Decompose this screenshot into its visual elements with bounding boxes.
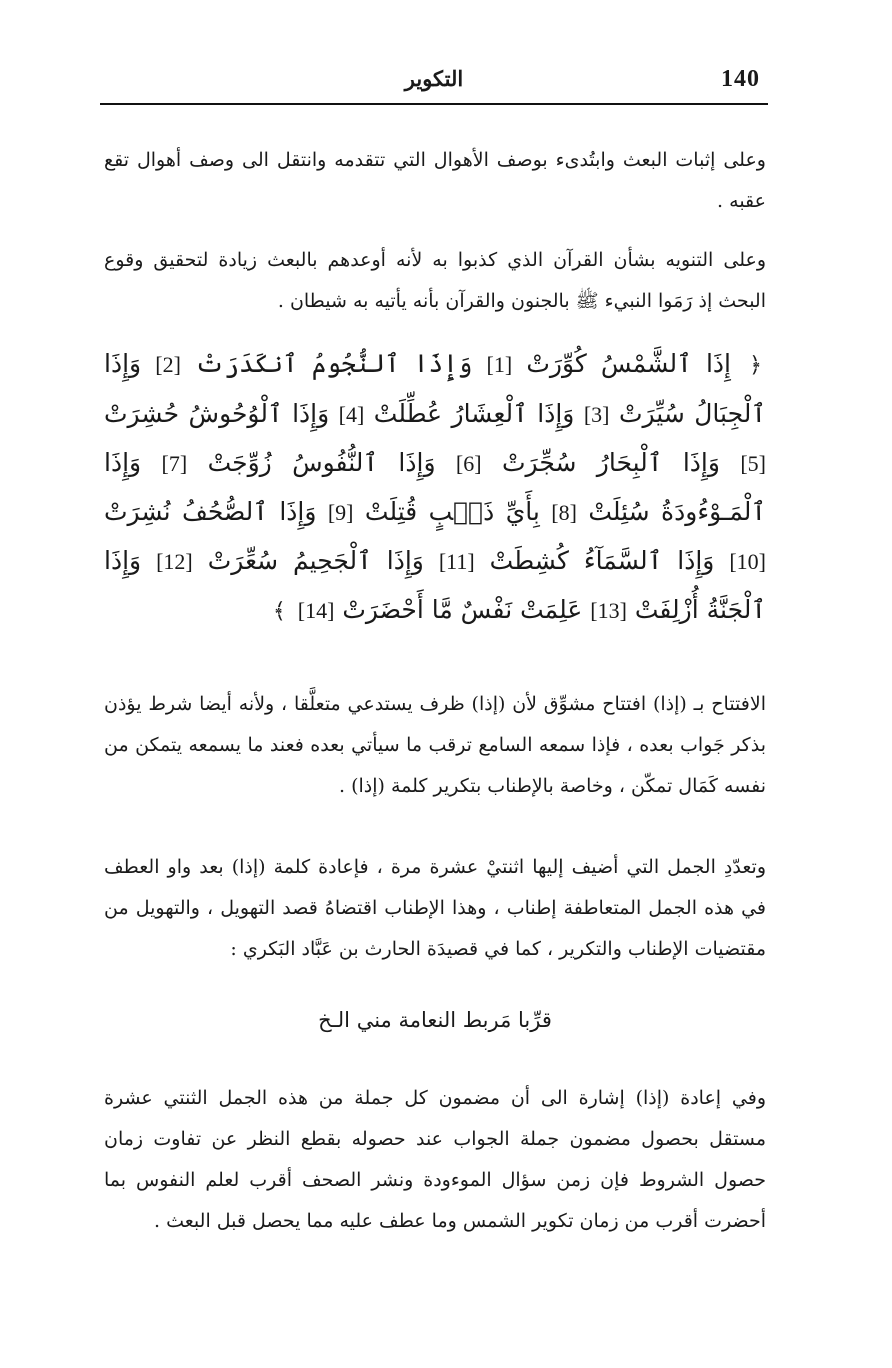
verse-number: [8] [551, 500, 577, 525]
verse-number: [14] [297, 598, 335, 623]
verse-text: وَإِذَا ٱلْعِشَارُ عُطِّلَتْ [373, 399, 575, 428]
verse-text: وَإِذَا ٱلصُّحُفُ نُشِرَتْ [104, 497, 317, 526]
paragraph-iftitah: الافتتاح بـ (إذا) افتتاح مشوِّق لأن (إذا) ظرف يستدعي متعلَّقا ، ولأنه أيضا شرط يؤذن بذكر جَواب بعده ، فإذا سمعه السامع ترقب ما سيأتي بعده فعند ما يسمعه يتمكن من نفسه كَمَال تمكّن ، وخاصة بالإطناب بتكرير كلمة (إذا) . [104, 693, 766, 797]
quran-verses [104, 340, 766, 636]
verse-text: بِأَيِّ ذَنۢبٍ قُتِلَتْ [364, 497, 540, 526]
poem-line: قرِّبا مَربط النعامة مني الـخ [318, 1008, 552, 1032]
verse-number: [4] [338, 402, 365, 427]
verse-text: وَإِذَا ٱلسَّمَآءُ كُشِطَتْ [489, 546, 715, 575]
running-title: التكوير [404, 66, 464, 91]
verse-number: [13] [590, 598, 627, 623]
verse-text: إِذَا ٱلشَّمْسُ كُوِّرَتْ [526, 349, 731, 378]
verse-number: [6] [455, 451, 482, 476]
verse-text: وَإِذَا ٱلنُّفُوسُ زُوِّجَتْ [207, 448, 436, 477]
paragraph-resurrection: وعلى إثبات البعث وابتُدىء بوصف الأهوال التي تتقدمه وانتقل الى وصف أهوال تقع عقبه . [104, 149, 766, 212]
header-rule [100, 103, 768, 105]
verse-text: وَإِذَا ٱلْمَـوْءُودَةُ سُئِلَتْ [104, 448, 767, 526]
paragraph-repetition: وتعدّدِ الجمل التي أضيف إليها اثنتيْ عشرة مرة ، فإعادة كلمة (إذا) بعد واو العطف في هذه الجمل المتعاطفة إطناب ، وهذا الإطناب اقتضاهُ قصد التهويل ، والتهويل من مقتضيات الإطناب والتكرير ، كما في قصيدَة الحارث بن عَبَّاد البَكري : [104, 856, 766, 960]
verse-text: وَإِذَا ٱلْجِبَالُ سُيِّرَتْ [104, 349, 766, 428]
verse-number: [11] [438, 549, 475, 574]
verse-text: وَإِذَا ٱلْجَحِيمُ سُعِّرَتْ [207, 546, 424, 575]
page-header [100, 62, 768, 104]
verse-number: [12] [156, 549, 193, 574]
verse-text: عَلِمَتْ نَفْسٌ مَّا أَحْضَرَتْ [342, 595, 583, 624]
paragraph-quran-mention: وعلى التنويه بشأن القرآن الذي كذبوا به لأنه أوعدهم بالبعث زيادة لتحقيق وقوع البحث إذ رَمَوا النبيء ﷺ بالجنون والقرآن بأنه يأتيه به شيطان . [104, 249, 766, 312]
verse-number: [9] [327, 500, 354, 525]
ornate-bracket-close: ﴾ [272, 599, 286, 624]
page-body [104, 140, 766, 1260]
verse-number: [2] [155, 352, 181, 377]
ornate-bracket-open: ﴿ [749, 353, 763, 378]
verse-number: [3] [583, 402, 610, 427]
verse-text: وَإِذَا ٱلنُّجُومُ ٱنكَدَرَتْ [195, 349, 473, 378]
verse-text: وَإِذَا ٱلْجَنَّةُ أُزْلِفَتْ [104, 546, 766, 624]
verse-number: [7] [161, 451, 188, 476]
paragraph-idha-meaning: وفي إعادة (إذا) إشارة الى أن مضمون كل جملة من هذه الجمل الثنتي عشرة مستقل بحصول مضمون جملة الجواب عند حصوله بقطع النظر عن تفاوت زمان حصول الشروط فإن زمن سؤال الموءودة ونشر الصحف أقرب لعلم النفوس بما أحضرت أقرب من زمان تكوير الشمس وما عطف عليه مما يحصل قبل البعث . [104, 1087, 766, 1232]
verse-text: وَإِذَا ٱلْوُحُوشُ حُشِرَتْ [104, 399, 330, 428]
verse-number: [10] [729, 549, 766, 574]
verse-number: [1] [486, 352, 513, 377]
verse-number: [5] [740, 451, 766, 476]
page-number: 140 [721, 66, 760, 92]
verse-text: وَإِذَا ٱلْبِحَارُ سُجِّرَتْ [501, 448, 720, 477]
